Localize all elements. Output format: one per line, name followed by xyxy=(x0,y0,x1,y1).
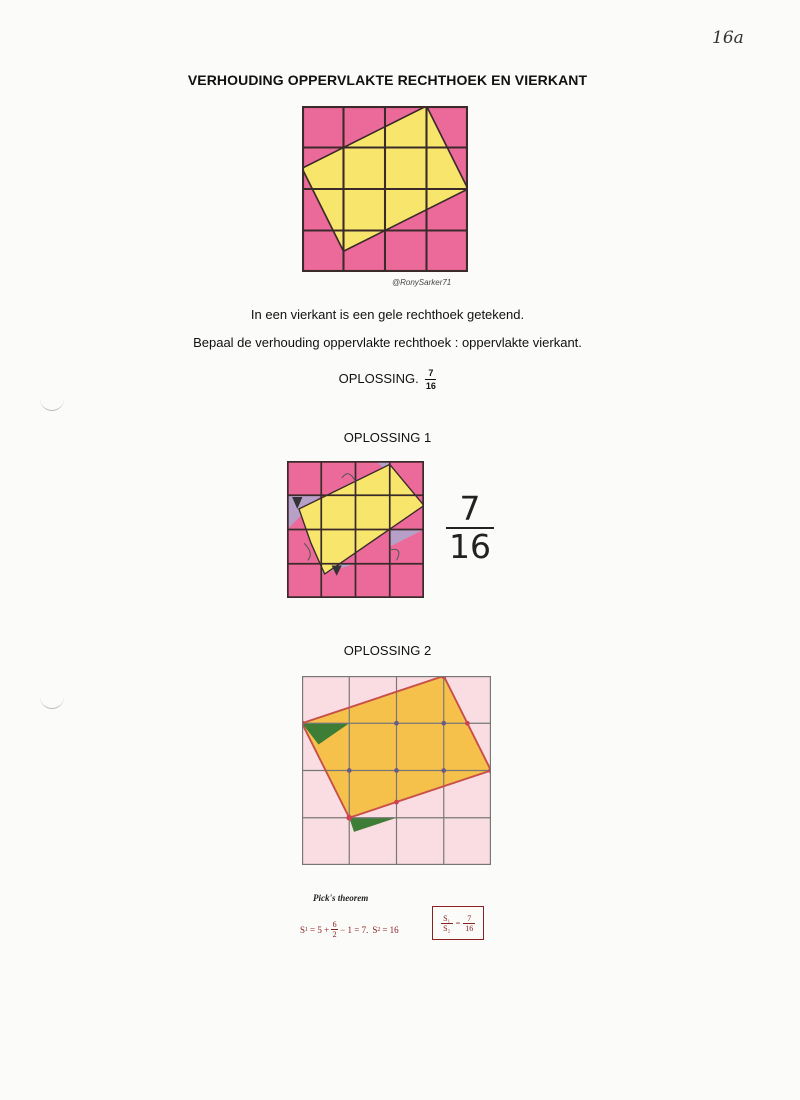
big-fraction-numerator: 7 xyxy=(459,489,481,528)
solution-denominator: 16 xyxy=(425,381,436,391)
pick-s2: S xyxy=(372,924,378,935)
figure-1-square-with-rectangle xyxy=(302,106,468,272)
solution-answer xyxy=(0,368,775,391)
big-fraction-denominator: 16 xyxy=(449,527,491,566)
pick-frac-den: 2 xyxy=(332,930,337,939)
pick-s1: S xyxy=(300,924,306,935)
pick-box-bottom: S₂ xyxy=(443,923,451,933)
pick-box-top: S₁ xyxy=(443,913,451,923)
punch-hole-mark xyxy=(40,392,64,411)
punch-hole-mark xyxy=(40,690,64,709)
image-credit: @RonySarker71 xyxy=(392,278,452,287)
pick-box-ratio xyxy=(441,914,453,933)
solution-fraction xyxy=(425,368,436,391)
figure-3-picks-theorem xyxy=(302,676,491,865)
solution-numerator: 7 xyxy=(428,368,434,378)
pick-s1-sub: 1 xyxy=(305,926,309,933)
picks-theorem-title: Pick's theorem xyxy=(313,893,369,903)
pick-s2-sub: 2 xyxy=(377,926,381,933)
problem-statement: In een vierkant is een gele rechthoek getekend. xyxy=(250,307,525,322)
page-title: VERHOUDING OPPERVLAKTE RECHTHOEK EN VIERKANT xyxy=(187,72,588,88)
problem-question: Bepaal de verhouding oppervlakte rechthoek : oppervlakte vierkant. xyxy=(193,335,582,350)
pick-fraction xyxy=(331,920,338,939)
figure-2-rearranged-triangles xyxy=(287,461,424,598)
picks-equation xyxy=(300,920,399,939)
pick-frac-num: 6 xyxy=(332,920,337,929)
pick-part2: − 1 = 7. xyxy=(340,924,369,935)
pick-box-den: 16 xyxy=(465,923,474,933)
handwritten-page-number: 16a xyxy=(712,28,744,48)
pick-part3: = 16 xyxy=(382,924,399,935)
solution-label: OPLOSSING. xyxy=(338,370,419,386)
pick-box-num: 7 xyxy=(467,913,472,923)
heading-solution-2: OPLOSSING 2 xyxy=(343,643,432,658)
picks-result-box xyxy=(432,906,484,940)
heading-solution-1: OPLOSSING 1 xyxy=(343,430,432,445)
pick-part1: = 5 + xyxy=(310,924,330,935)
pick-box-fraction xyxy=(463,914,475,933)
pick-box-eq: = xyxy=(455,918,461,928)
big-fraction xyxy=(446,489,494,566)
